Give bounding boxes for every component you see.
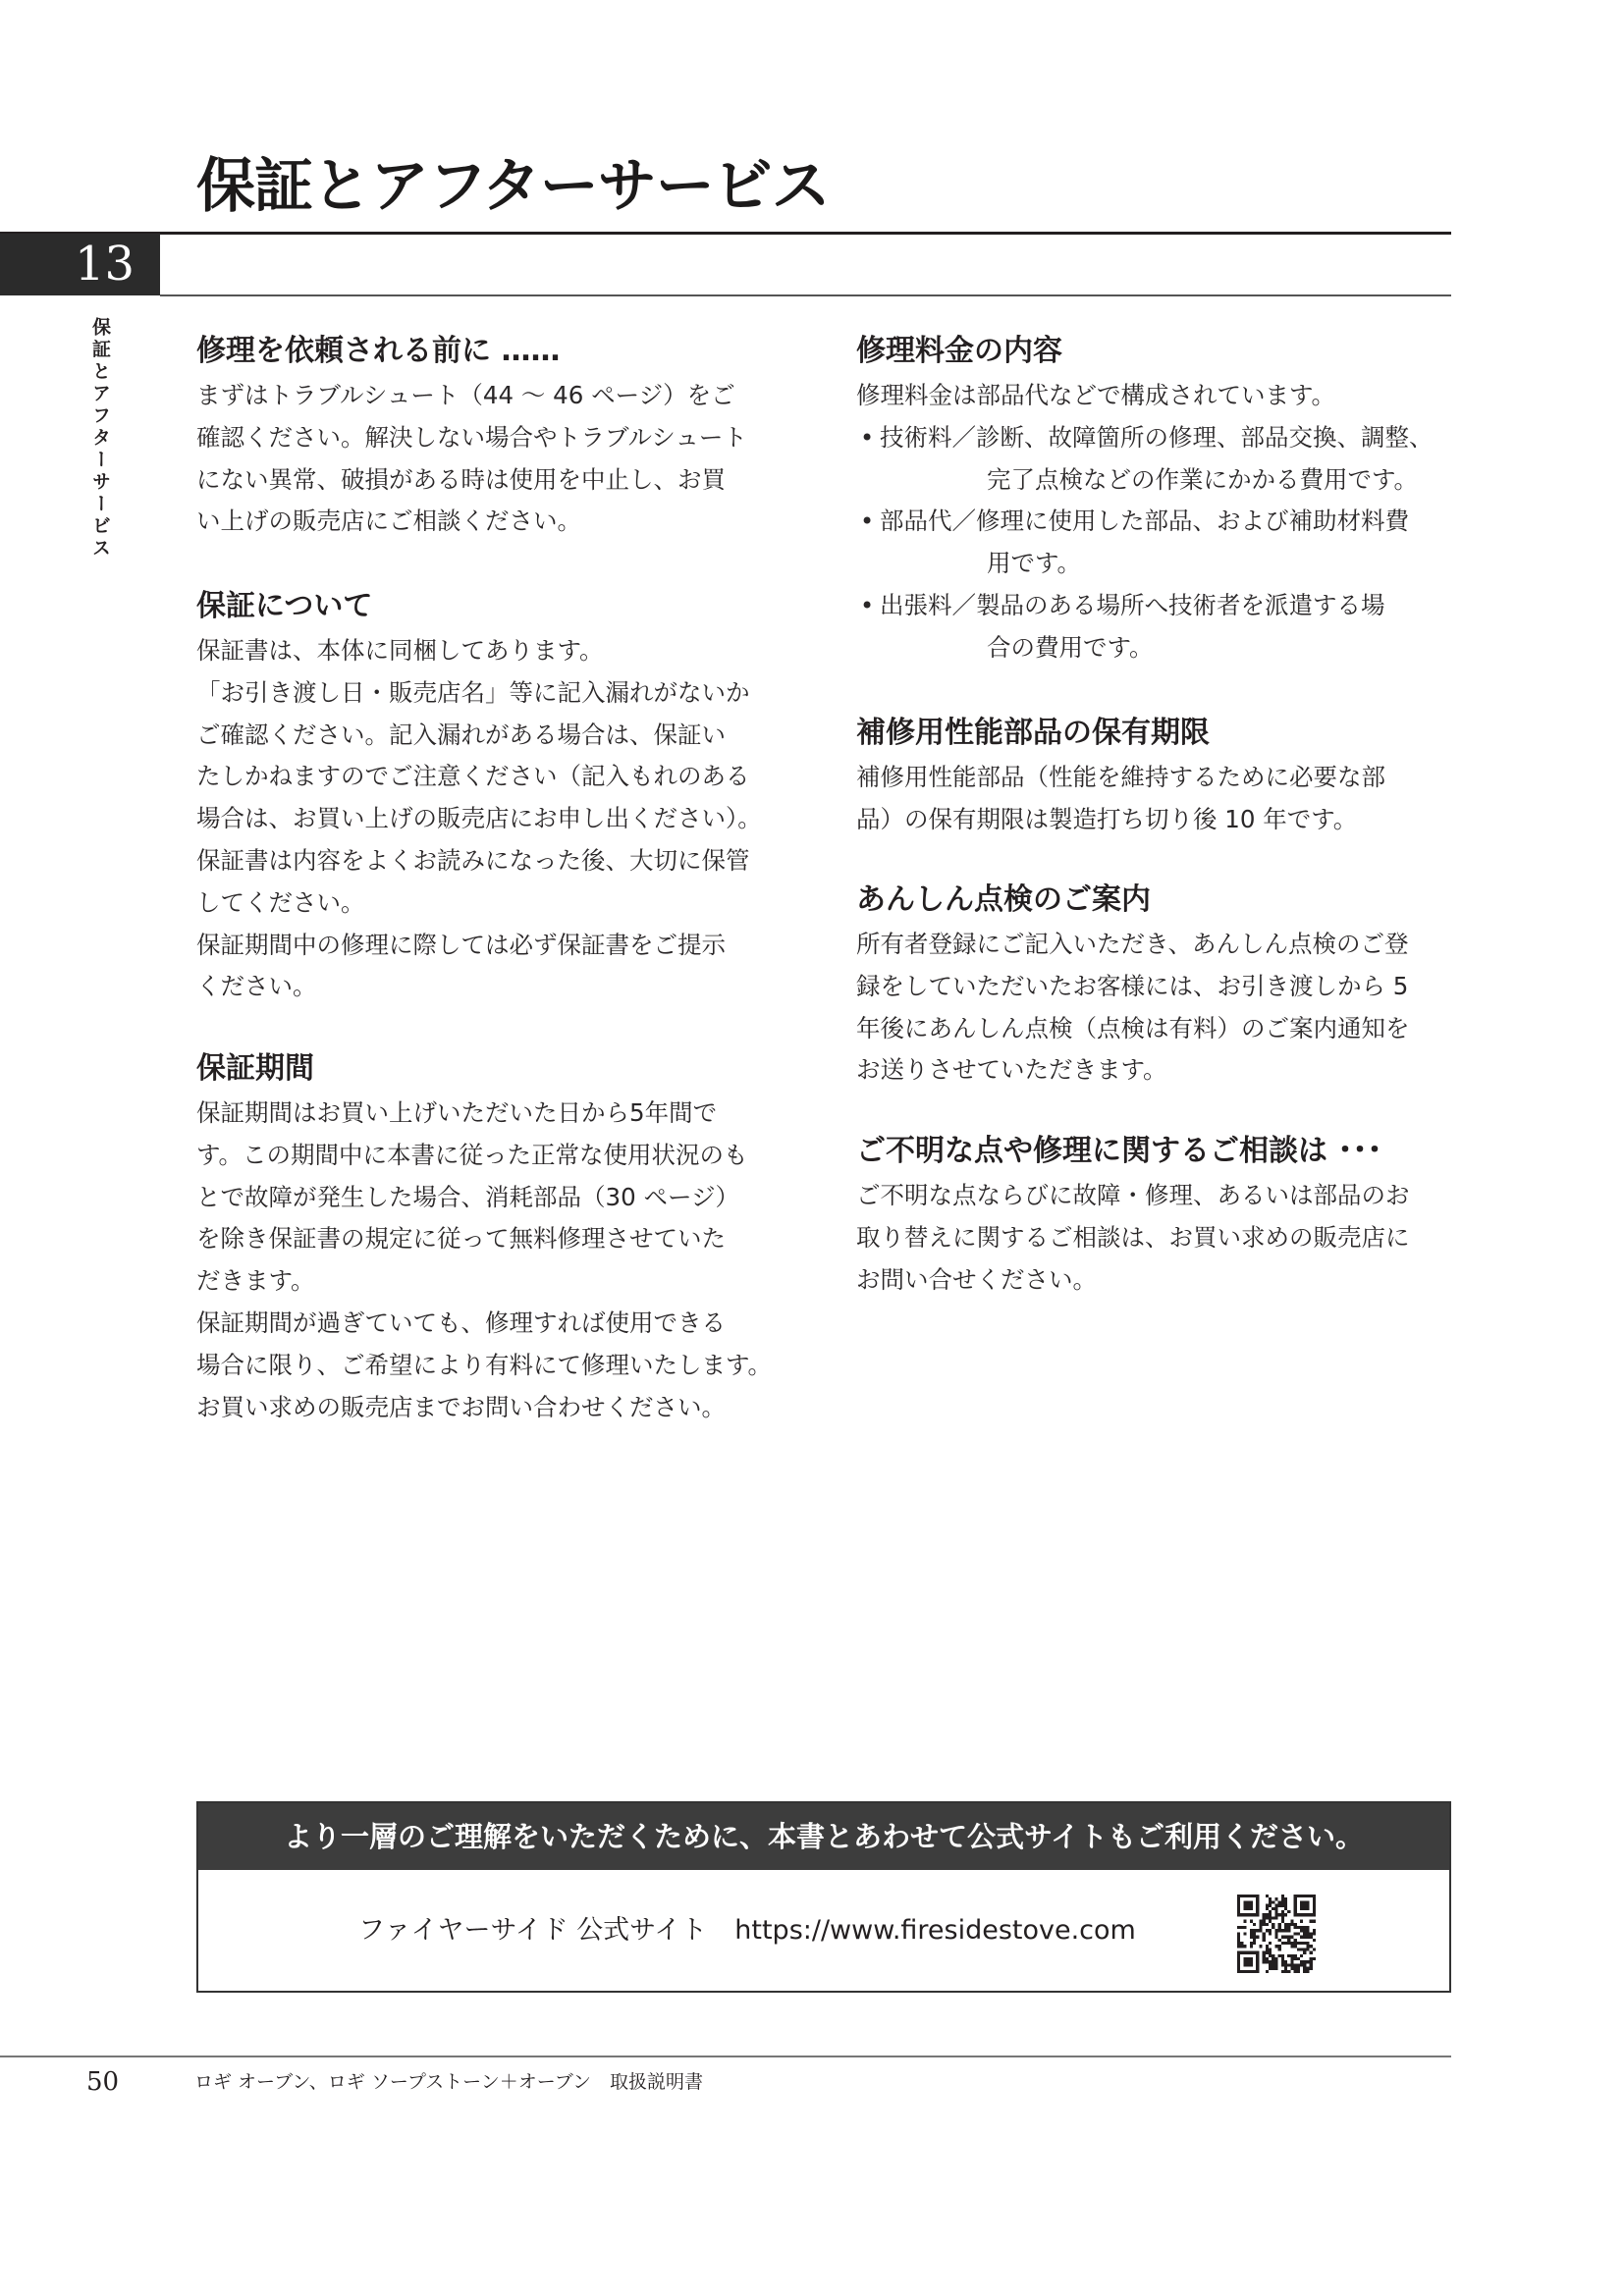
- body-line: 保証期間はお買い上げいただいた日から5年間で: [196, 1098, 718, 1127]
- body-line: 場合は、お買い上げの販売店にお申し出ください）。: [196, 804, 762, 833]
- site-banner: より一層のご理解をいただくために、本書とあわせて公式サイトもご利用ください。: [198, 1803, 1449, 1870]
- site-info-line: [358, 1911, 1136, 1950]
- body-line: 場合に限り、ご希望により有料にて修理いたします。: [196, 1350, 773, 1379]
- body-line: お送りさせていただきます。: [856, 1055, 1167, 1085]
- official-site-box: [196, 1801, 1451, 1993]
- body-line: だきます。: [196, 1266, 315, 1296]
- body-line: とで故障が発生した場合、消耗部品（30 ページ）: [196, 1182, 739, 1211]
- body-line: にない異常、破損がある時は使用を中止し、お買: [196, 464, 726, 494]
- body-line: ください。: [196, 972, 317, 1001]
- body-line: まずはトラブルシュート（44 ～ 46 ページ）をご: [196, 381, 735, 409]
- section-before-repair: [196, 330, 805, 543]
- body-line: 補修用性能部品（性能を維持するために必要な部: [856, 763, 1385, 791]
- section-heading: 補修用性能部品の保有期限: [856, 716, 1210, 750]
- bullet-item-technical-fee: • 技術料／診断、故障箇所の修理、部品交換、調整、: [856, 417, 1465, 459]
- body-line: 「お引き渡し日・販売店名」等に記入漏れがないか: [196, 677, 750, 707]
- section-warranty-period: [196, 1047, 805, 1428]
- section-inquiries: [856, 1130, 1465, 1301]
- section-safety-inspection: [856, 879, 1465, 1092]
- body-line: 品）の保有期限は製造打ち切り後 10 年です。: [856, 804, 1358, 833]
- body-line: 取り替えに関するご相談は、お買い求めの販売店に: [856, 1222, 1410, 1252]
- section-heading: ご不明な点や修理に関するご相談は ･･･: [856, 1134, 1382, 1168]
- section-heading: 修理を依頼される前に ……: [196, 334, 561, 368]
- body-line: い上げの販売店にご相談ください。: [196, 507, 581, 536]
- body-line: を除き保証書の規定に従って無料修理させていた: [196, 1224, 726, 1254]
- body-line: 保証書は内容をよくお読みになった後、大切に保管: [196, 845, 750, 875]
- site-url-link[interactable]: https://www.firesidestove.com: [734, 1915, 1136, 1946]
- bullet-continuation: 合の費用です。: [987, 632, 1154, 662]
- body-line: ご不明な点ならびに故障・修理、あるいは部品のお: [856, 1181, 1410, 1209]
- body-line: 保証期間が過ぎていても、修理すれば使用できる: [196, 1308, 726, 1337]
- body-line: してください。: [196, 887, 365, 917]
- body-line: ご確認ください。記入漏れがある場合は、保証い: [196, 720, 726, 749]
- body-line: お買い求めの販売店までお問い合わせください。: [196, 1392, 726, 1421]
- body-line: す。この期間中に本書に従った正常な使用状況のも: [196, 1140, 748, 1169]
- body-line: お問い合せください。: [856, 1264, 1097, 1294]
- chapter-badge: [0, 234, 160, 295]
- section-parts-retention: [856, 712, 1465, 841]
- body-line: 録をしていただいたお客様には、お引き渡しから 5: [856, 971, 1409, 1000]
- section-heading: 保証期間: [196, 1051, 314, 1086]
- body-line: たしかねますのでご注意ください（記入もれのある: [196, 762, 750, 791]
- section-repair-fees: [856, 330, 1465, 669]
- body-line: 年後にあんしん点検（点検は有料）のご案内通知を: [856, 1013, 1410, 1042]
- page-number: 50: [86, 2067, 120, 2097]
- body-line: 保証期間中の修理に際しては必ず保証書をご提示: [196, 930, 726, 959]
- bullet-continuation: 完了点検などの作業にかかる費用です。: [987, 464, 1419, 494]
- site-label: ファイヤーサイド 公式サイト: [358, 1915, 708, 1946]
- bullet-item-parts-fee: • 部品代／修理に使用した部品、および補助材料費: [856, 501, 1465, 543]
- footer-manual-title: ロギ オーブン、ロギ ソープストーン＋オーブン 取扱説明書: [194, 2071, 704, 2093]
- body-line: 修理料金は部品代などで構成されています。: [856, 381, 1336, 409]
- section-heading: あんしん点検のご案内: [856, 882, 1151, 917]
- side-chapter-label: 保証とアフターサービス: [89, 317, 111, 561]
- body-line: 確認ください。解決しない場合やトラブルシュート: [196, 422, 747, 452]
- body-line: 所有者登録にご記入いただき、あんしん点検のご登: [856, 930, 1409, 958]
- footer-rule: [0, 2056, 1451, 2057]
- page-title: 保証とアフターサービス: [196, 152, 830, 221]
- body-line: 保証書は、本体に同梱してあります。: [196, 636, 604, 665]
- section-heading: 保証について: [196, 589, 373, 623]
- section-warranty: [196, 585, 805, 1008]
- bullet-continuation: 用です。: [987, 549, 1082, 578]
- chapter-number: 13: [75, 237, 135, 292]
- header-sub-rule: [160, 294, 1451, 296]
- bullet-item-travel-fee: • 出張料／製品のある場所へ技術者を派遣する場: [856, 585, 1465, 627]
- header-rule: [0, 232, 1451, 235]
- section-heading: 修理料金の内容: [856, 334, 1062, 368]
- qr-code-icon: [1237, 1895, 1316, 1973]
